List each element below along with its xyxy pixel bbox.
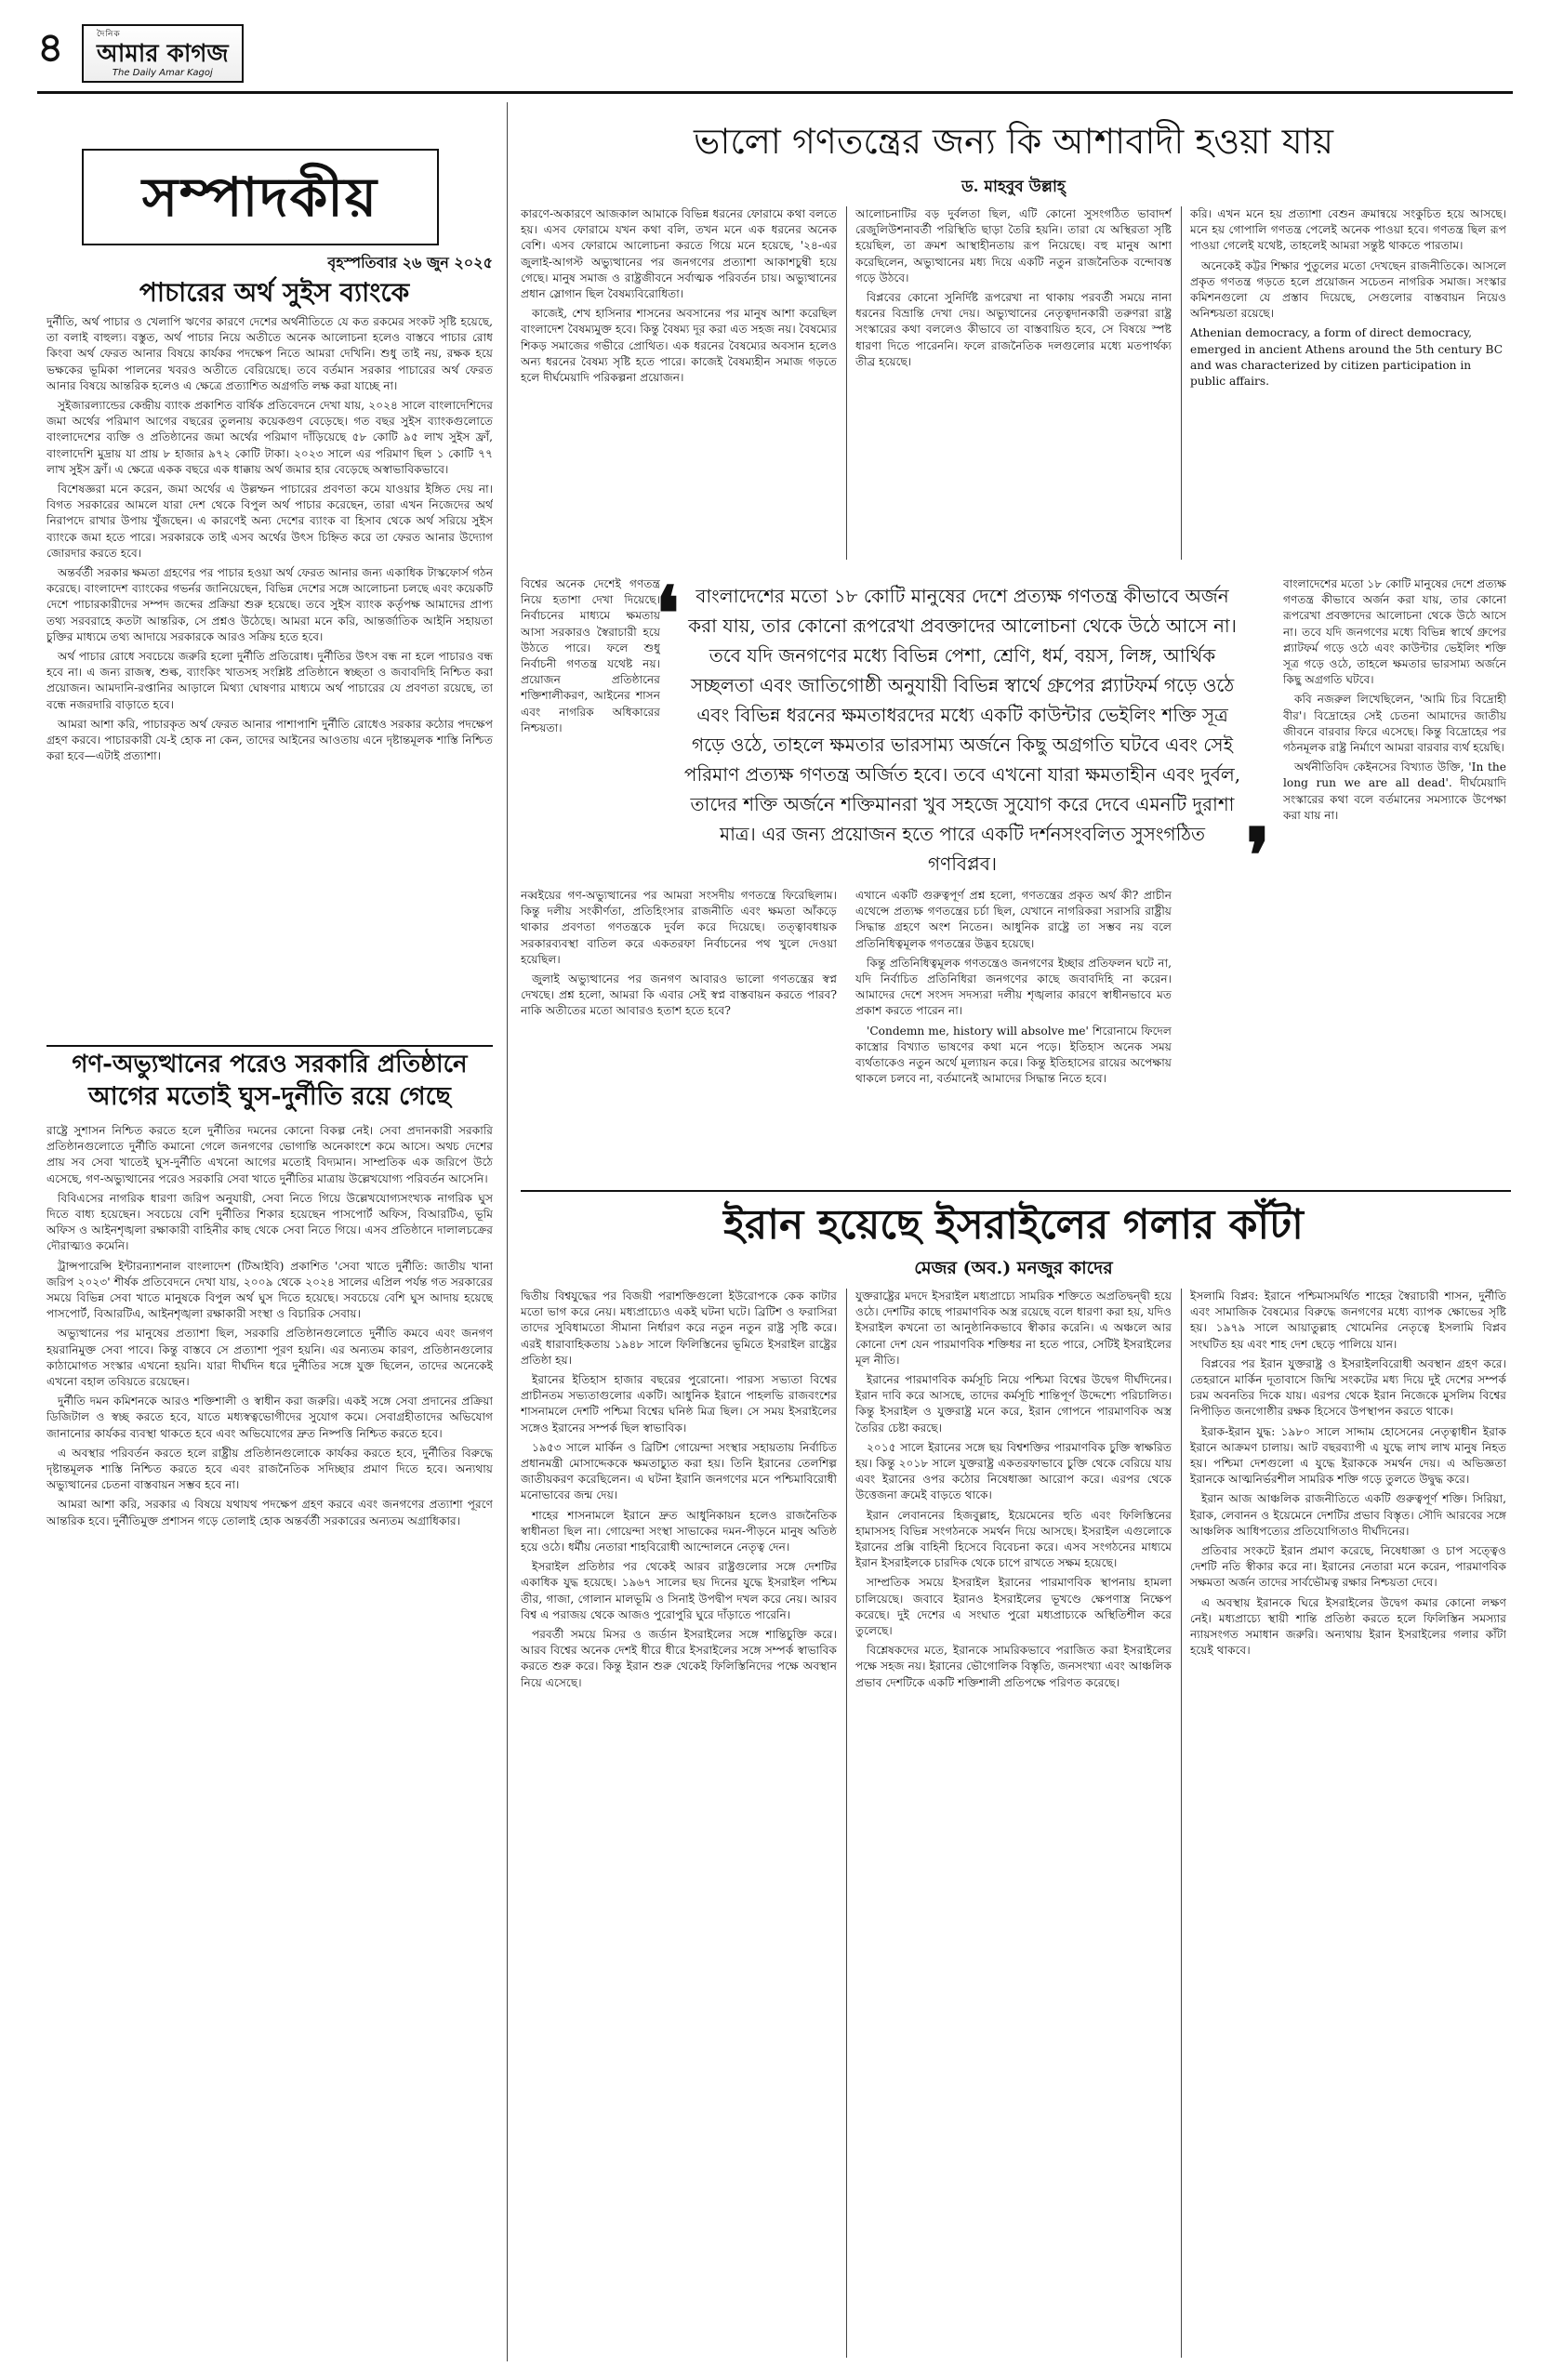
article2-paragraph: ইরানের পারমাণবিক কর্মসূচি নিয়ে পশ্চিমা বিশ্বের উদ্বেগ দীর্ঘদিনের। ইরান দাবি করে আসছে, তাদের কর্মসূচি শান্তিপূর্ণ উদ্দেশ্যে পরিচালিত। কিন্তু ইসরাইল ও যুক্তরাষ্ট্র মনে করে, ইরান গোপনে পারমাণবিক অস্ত্র তৈরির চেষ্টা করছে।: [855, 1373, 1172, 1435]
column-rule: [1181, 1289, 1182, 2358]
editorial2-paragraph: রাষ্ট্রে সুশাসন নিশ্চিত করতে হলে দুর্নীতির দমনের কোনো বিকল্প নেই। সেবা প্রদানকারী সরকারি প্রতিষ্ঠানগুলোতে দুর্নীতি কমানো গেলে জনগণের ভোগান্তি অনেকাংশে কমে আসে। অথচ দেশের প্রায় সব সেবা খাতেই ঘুস-দুর্নীতি এখনো আগের মতোই বিদ্যমান। সাম্প্রতিক এক জরিপে উঠে এসেছে, গণ-অভ্যুত্থানের পরেও সরকারি সেবা খাতে দুর্নীতির মাত্রায় উল্লেখযোগ্য পরিবর্তন আসেনি।: [46, 1124, 493, 1185]
article2-paragraph: ইসলামি বিপ্লব: ইরানে পশ্চিমাসমর্থিত শাহের স্বৈরাচারী শাসন, দুর্নীতি এবং সামাজিক বৈষম্যের বিরুদ্ধে জনগণের মধ্যে ব্যাপক ক্ষোভের সৃষ্টি হয়। ১৯৭৯ সালে আয়াতুল্লাহ খোমেনির নেতৃত্বে ইসলামি বিপ্লব সংঘটিত হয় এবং শাহ দেশ ছেড়ে পালিয়ে যান।: [1190, 1289, 1506, 1351]
article1-pullquote: বাংলাদেশের মতো ১৮ কোটি মানুষের দেশে প্রত্যক্ষ গণতন্ত্র কীভাবে অর্জন করা যায়, তার কোনো রূপরেখা প্রবক্তাদের আলোচনা থেকে উঠে আসে না। তবে যদি জনগণের মধ্যে বিভিন্ন পেশা, শ্রেণি, ধর্ম, বয়স, লিঙ্গ, আর্থিক সচ্ছলতা এবং জাতিগোষ্ঠী অনুযায়ী বিভিন্ন স্বার্থে গ্রুপের প্ল্যাটফর্ম গড়ে ওঠে এবং বিভিন্ন ধরনের ক্ষমতাধরদের মধ্যে একটি কাউন্টার ভেইলিং শক্তি সূত্র গড়ে ওঠে, তাহলে ক্ষমতার ভারসাম্য অর্জনে কিছু অগ্রগতি ঘটবে এবং সেই পরিমাণ প্রত্যক্ষ গণতন্ত্র অর্জিত হবে। তবে এখনো যারা ক্ষমতাহীন এবং দুর্বল, তাদের শক্তি অর্জনে শক্তিমানরা খুব সহজে সুযোগ করে দেবে এমনটি দুরাশা মাত্র। এর জন্য প্রয়োজন হতে পারে একটি দর্শনসংবলিত সুসংগঠিত গণবিপ্লব।: [683, 585, 1241, 875]
article1-paragraph: অনেকেই কট্টর শিক্ষার পুতুলের মতো দেখছেন রাজনীতিকে। আসলে প্রকৃত গণতন্ত্র গড়তে হলে প্রয়োজন সচেতন নাগরিক সমাজ। সংস্কার কমিশনগুলো যে প্রস্তাব দিয়েছে, সেগুলোর বাস্তবায়ন নিয়েও অনিশ্চয়তা রয়েছে।: [1190, 258, 1506, 321]
article2-paragraph: সাম্প্রতিক সময়ে ইসরাইল ইরানের পারমাণবিক স্থাপনায় হামলা চালিয়েছে। জবাবে ইরানও ইসরাইলের ভূখণ্ডে ক্ষেপণাস্ত্র নিক্ষেপ করেছে। দুই দেশের এ সংঘাত পুরো মধ্যপ্রাচ্যকে অস্থিতিশীল করে তুলেছে।: [855, 1576, 1172, 1638]
article1-paragraph: এখানে একটি গুরুত্বপূর্ণ প্রশ্ন হলো, গণতন্ত্রের প্রকৃত অর্থ কী? প্রাচীন এথেন্সে প্রত্যক্ষ গণতন্ত্রের চর্চা ছিল, যেখানে নাগরিকরা সরাসরি রাষ্ট্রীয় সিদ্ধান্ত গ্রহণে অংশ নিতেন। আধুনিক রাষ্ট্রে তা সম্ভব নয় বলে প্রতিনিধিত্বমূলক গণতন্ত্রের উদ্ভব হয়েছে।: [855, 889, 1172, 950]
article2-paragraph: এ অবস্থায় ইরানকে ঘিরে ইসরাইলের উদ্বেগ কমার কোনো লক্ষণ নেই। মধ্যপ্রাচ্যে স্থায়ী শান্তি প্রতিষ্ঠা করতে হলে ফিলিস্তিন সমস্যার ন্যায়সংগত সমাধান জরুরি। অন্যথায় ইরান ইসরাইলের গলার কাঁটা হয়েই থাকবে।: [1190, 1595, 1506, 1658]
article1-paragraph: অর্থনীতিবিদ কেইনসের বিখ্যাত উক্তি, 'In the long run we are all dead'. দীর্ঘমেয়াদি সংস্কারের কথা বলে বর্তমানের সমস্যাকে উপেক্ষা করা যায় না।: [1283, 760, 1506, 822]
article1-byline: ড. মাহবুব উল্লাহ্: [961, 178, 1066, 196]
article1-col2-top: [855, 206, 1172, 569]
editorial-date: বৃহস্পতিবার ২৬ জুন ২০২৫: [327, 254, 493, 271]
article2-paragraph: পরবর্তী সময়ে মিসর ও জর্ডান ইসরাইলের সঙ্গে শান্তিচুক্তি করে। আরব বিশ্বের অনেক দেশই ধীরে ধীরে ইসরাইলের সঙ্গে সম্পর্ক স্বাভাবিক করতে শুরু করে। কিন্তু ইরান শুরু থেকেই ফিলিস্তিনিদের পক্ষে অবস্থান নিয়ে এসেছে।: [521, 1628, 837, 1689]
article1-paragraph: আলোচনাটির বড় দুর্বলতা ছিল, এটি কোনো সুসংগঠিত ভাবাদর্শ রেজুলিউশনাবর্তী পরিস্থিতি ছাড়া তৈরি হয়নি। তারা যে অস্থিরতা সৃষ্টি হয়েছিল, তা ক্রমশ আস্থাহীনতায় রূপ নিয়েছে। বহু মানুষ আশা করেছিলেন, অভ্যুত্থানের মধ্য দিয়ে একটি নতুন রাজনৈতিক বন্দোবস্ত গড়ে উঠবে।: [855, 207, 1172, 284]
article2-col2: [855, 1289, 1172, 2361]
article1-col3-top: [1190, 206, 1506, 560]
column-rule: [507, 102, 508, 2361]
article2-paragraph: ইরান আজ আঞ্চলিক রাজনীতিতে একটি গুরুত্বপূর্ণ শক্তি। সিরিয়া, ইরাক, লেবানন ও ইয়েমেনে দেশটির প্রভাব বিস্তৃত। সৌদি আরবের সঙ্গে আঞ্চলিক আধিপত্যের প্রতিযোগিতাও দীর্ঘদিনের।: [1190, 1492, 1506, 1538]
logo-tagline: দৈনিক: [97, 30, 121, 39]
editorial2-paragraph: বিবিএসের নাগরিক ধারণা জরিপ অনুযায়ী, সেবা নিতে গিয়ে উল্লেখযোগ্যসংখ্যক নাগরিক ঘুস দিতে বাধ্য হয়েছেন। সবচেয়ে বেশি দুর্নীতির শিকার হয়েছেন পাসপোর্ট অফিস, বিআরটিএ, ভূমি অফিস ও আইনশৃঙ্খলা রক্ষাকারী বাহিনীর কাছ থেকে সেবা নিতে গিয়ে। এসব প্রতিষ্ঠানে দালালচক্রের দৌরাত্ম্যও কমেনি।: [46, 1191, 493, 1253]
editorial-headline: পাচারের অর্থ সুইস ব্যাংকে: [139, 277, 410, 308]
column-rule: [846, 1289, 847, 2358]
column-rule: [1181, 206, 1182, 560]
editorial2-headline-line2: আগের মতোই ঘুস-দুর্নীতি রয়ে গেছে: [88, 1082, 451, 1111]
page-number: ৪: [37, 24, 64, 72]
article1-paragraph: কবি নজরুল লিখেছিলেন, 'আমি চির বিদ্রোহী বীর'। বিদ্রোহের সেই চেতনা আমাদের জাতীয় জীবনে বারবার ফিরে এসেছে। কিন্তু বিদ্রোহের পর গঠনমূলক রাষ্ট্র নির্মাণে আমরা বারবার ব্যর্থ হয়েছি।: [1283, 693, 1506, 755]
article2-headline: ইরান হয়েছে ইসরাইলের গলার কাঁটা: [723, 1201, 1304, 1249]
editorial-title-box: [82, 149, 439, 245]
editorial-paragraph: অন্তর্বর্তী সরকার ক্ষমতা গ্রহণের পর পাচার হওয়া অর্থ ফেরত আনার জন্য একাধিক টাস্কফোর্স গঠন করেছে। বাংলাদেশ ব্যাংকের গভর্নর জানিয়েছেন, বিভিন্ন দেশের সঙ্গে আলোচনা চলছে এবং কয়েকটি দেশে পাচারকারীদের সম্পদ জব্দের প্রক্রিয়া শুরু হয়েছে। তবে সুইস ব্যাংক কর্তৃপক্ষ আমাদের প্রাপ্য তথ্য সরবরাহে কতটা আন্তরিক, সে প্রশ্নও উঠেছে। আমরা মনে করি, আন্তর্জাতিক আইনি সহায়তা চুক্তির মাধ্যমে তথ্য আদায়ে সরকারকে আরও সক্রিয় হতে হবে।: [46, 566, 493, 643]
article1-headline: ভালো গণতন্ত্রের জন্য কি আশাবাদী হওয়া যায়: [694, 121, 1333, 162]
article2-paragraph: বিশ্লেষকদের মতে, ইরানকে সামরিকভাবে পরাজিত করা ইসরাইলের পক্ষে সহজ নয়। ইরানের ভৌগোলিক বিস্তৃতি, জনসংখ্যা এবং আঞ্চলিক প্রভাব দেশটিকে একটি শক্তিশালী প্রতিপক্ষে পরিণত করেছে।: [855, 1644, 1172, 1689]
article1-paragraph: কারণে-অকারণে আজকাল আমাকে বিভিন্ন ধরনের ফোরামে কথা বলতে হয়। এসব ফোরামে যখন কথা বলি, তখন মনে এক ধরনের অনেক বেশি। এসব ফোরামে আলোচনা করতে গিয়ে মনে হয়েছে, '২৪-এর জুলাই-আগস্ট অভ্যুত্থানের পর জনগণের প্রত্যাশা আকাশচুম্বী হয়ে গেছে। মানুষ সমাজ ও রাষ্ট্রজীবনে সর্বাত্মক পরিবর্তন চায়। অভ্যুত্থানের প্রধান স্লোগান ছিল বৈষম্যবিরোধিতা।: [521, 207, 837, 301]
article1-paragraph: বাংলাদেশের মতো ১৮ কোটি মানুষের দেশে প্রত্যক্ষ গণতন্ত্র কীভাবে অর্জন করা যায়, তার কোনো রূপরেখা প্রবক্তাদের আলোচনা থেকে উঠে আসে না। তবে যদি জনগণের মধ্যে বিভিন্ন স্বার্থে গ্রুপের প্ল্যাটফর্ম গড়ে ওঠে এবং কাউন্টার ভেইলিং শক্তি সূত্র গড়ে ওঠে, তাহলে ক্ষমতার ভারসাম্য অর্জনে কিছু অগ্রগতি ঘটবে।: [1283, 577, 1506, 687]
article2-paragraph: ইরান লেবাননের হিজবুল্লাহ, ইয়েমেনের হুতি এবং ফিলিস্তিনের হামাসসহ বিভিন্ন সংগঠনকে সমর্থন দিয়ে আসছে। ইসরাইল এগুলোকে ইরানের প্রক্সি বাহিনী হিসেবে বিবেচনা করে। এসব সংগঠনের মাধ্যমে ইরান ইসরাইলকে চারদিক থেকে চাপে রাখতে সক্ষম হয়েছে।: [855, 1508, 1172, 1570]
newspaper-logo: [82, 24, 244, 83]
article1-paragraph: জুলাই অভ্যুত্থানের পর জনগণ আবারও ভালো গণতন্ত্রের স্বপ্ন দেখছে। প্রশ্ন হলো, আমরা কি এবার সেই স্বপ্ন বাস্তবায়ন করতে পারব? নাকি অতীতের মতো আবারও হতাশ হতে হবে?: [521, 972, 837, 1018]
article1-col2-bottom: [855, 888, 1172, 1181]
article1-col1-bottom: [521, 888, 837, 1181]
masthead-rule: [37, 91, 1513, 94]
article1-col1-top: [521, 206, 837, 569]
article1-paragraph: নব্বইয়ের গণ-অভ্যুত্থানের পর আমরা সংসদীয় গণতন্ত্রে ফিরেছিলাম। কিন্তু দলীয় সংকীর্ণতা, প্রতিহিংসার রাজনীতি এবং ক্ষমতা আঁকড়ে থাকার প্রবণতা গণতন্ত্রকে দুর্বল করে দিয়েছে। তত্ত্বাবধায়ক সরকারব্যবস্থা বাতিল করে একতরফা নির্বাচনের পথ খুলে দেওয়া হয়েছিল।: [521, 889, 837, 966]
article2-paragraph: ইরাক-ইরান যুদ্ধ: ১৯৮০ সালে সাদ্দাম হোসেনের নেতৃত্বাধীন ইরাক ইরানে আক্রমণ চালায়। আট বছরব্যাপী এ যুদ্ধে লাখ লাখ মানুষ নিহত হয়। পশ্চিমা দেশগুলো এ যুদ্ধে ইরাককে সমর্থন দেয়। এ অভিজ্ঞতা ইরানকে আত্মনির্ভরশীল সামরিক শক্তি গড়ে তুলতে উদ্বুদ্ধ করে।: [1190, 1424, 1506, 1487]
article2-paragraph: প্রতিবার সংকটে ইরান প্রমাণ করেছে, নিষেধাজ্ঞা ও চাপ সত্ত্বেও দেশটি নতি স্বীকার করে না। ইরানের নেতারা মনে করেন, পারমাণবিক সক্ষমতা অর্জন তাদের সার্বভৌমত্ব রক্ষার নিশ্চয়তা দেবে।: [1190, 1544, 1506, 1590]
article2-paragraph: দ্বিতীয় বিশ্বযুদ্ধের পর বিজয়ী পরাশক্তিগুলো ইউরোপকে কেক কাটার মতো ভাগ করে নেয়। মধ্যপ্রাচ্যেও একই ঘটনা ঘটে। ব্রিটিশ ও ফরাসিরা তাদের সুবিধামতো সীমানা নির্ধারণ করে নতুন নতুন রাষ্ট্র সৃষ্টি করে। এরই ধারাবাহিকতায় ১৯৪৮ সালে ফিলিস্তিনের ভূমিতে ইসরাইল রাষ্ট্রের প্রতিষ্ঠা হয়।: [521, 1289, 837, 1367]
masthead: [37, 17, 558, 91]
article1-paragraph: করি। এখন মনে হয় প্রত্যাশা বেশুন ক্রমান্বয়ে সংকুচিত হয়ে আসছে। মনে হয় গোপালি গণতন্ত্র পেলেই অনেক পাওয়া হবে। গণতন্ত্র ছিল রূপ পাওয়া গেলেই যথেষ্ট, তাহলেই আমরা সন্তুষ্ট থাকতে পারতাম।: [1190, 207, 1506, 253]
article2-paragraph: ইসরাইল প্রতিষ্ঠার পর থেকেই আরব রাষ্ট্রগুলোর সঙ্গে দেশটির একাধিক যুদ্ধ হয়েছে। ১৯৬৭ সালের ছয় দিনের যুদ্ধে ইসরাইল পশ্চিম তীর, গাজা, গোলান মালভূমি ও সিনাই উপদ্বীপ দখল করে নেয়। আরব বিশ্ব এ পরাজয় থেকে আজও পুরোপুরি ঘুরে দাঁড়াতে পারেনি।: [521, 1560, 837, 1621]
editorial2-paragraph: অভ্যুত্থানের পর মানুষের প্রত্যাশা ছিল, সরকারি প্রতিষ্ঠানগুলোতে দুর্নীতি কমবে এবং জনগণ হয়রানিমুক্ত সেবা পাবে। কিন্তু বাস্তবে সে প্রত্যাশা পূরণ হয়নি। এর অন্যতম কারণ, প্রতিষ্ঠানগুলোর কাঠামোগত সংস্কার এখনো হয়নি। যারা দীর্ঘদিন ধরে দুর্নীতির সঙ্গে যুক্ত ছিলেন, তাদের অনেকেই এখনো বহাল তবিয়তে রয়েছেন।: [46, 1327, 493, 1389]
article1-paragraph: 'Condemn me, history will absolve me' শিরোনামে ফিদেল কাস্ত্রোর বিখ্যাত ভাষণের কথা মনে পড়ে। ইতিহাস অনেক সময় ব্যর্থতাকেও নতুন অর্থে মূল্যায়ন করে। কিন্তু ইতিহাসের রায়ের অপেক্ষায় থাকলে চলবে না, বর্তমানেই আমাদের সিদ্ধান্ত নিতে হবে।: [855, 1024, 1172, 1086]
editorial2-paragraph: এ অবস্থার পরিবর্তন করতে হলে রাষ্ট্রীয় প্রতিষ্ঠানগুলোকে কার্যকর করতে হবে, দুর্নীতির বিরুদ্ধে দৃষ্টান্তমূলক শাস্তি নিশ্চিত করতে হবে এবং রাজনৈতিক সদিচ্ছার প্রমাণ দিতে হবে। অন্যথায় অভ্যুত্থানের চেতনা বাস্তবায়ন সম্ভব হবে না।: [46, 1446, 493, 1492]
article-divider: [521, 1190, 1511, 1192]
logo-text: আমার কাগজ: [97, 40, 229, 68]
article1-english-quote: Athenian democracy, a form of direct democracy, emerged in ancient Athens around the 5th century BC and was characterized by citizen participation in public affairs.: [1190, 326, 1504, 389]
article1-paragraph: বিশ্বের অনেক দেশেই গণতন্ত্র নিয়ে হতাশা দেখা দিয়েছে। নির্বাচনের মাধ্যমে ক্ষমতায় আসা সরকারও স্বৈরাচারী হয়ে উঠতে পারে। ফলে শুধু নির্বাচনী গণতন্ত্র যথেষ্ট নয়। প্রয়োজন প্রতিষ্ঠানের শক্তিশালীকরণ, আইনের শাসন এবং নাগরিক অধিকারের নিশ্চয়তা।: [521, 577, 660, 734]
editorial-paragraph: বিশেষজ্ঞরা মনে করেন, জমা অর্থের এ উল্লম্ফন পাচারের প্রবণতা কমে যাওয়ার ইঙ্গিত দেয় না। বিগত সরকারের আমলে যারা দেশ থেকে বিপুল অর্থ পাচার করেছেন, তারা এখন নিজেদের অর্থ নিরাপদে রাখার উপায় খুঁজছেন। এ কারণেই অন্য দেশের ব্যাংক বা হিসাব থেকে অর্থ সরিয়ে সুইস ব্যাংকে জমা হতে পারে। সরকারকে তাই এসব অর্থের উৎস চিহ্নিত করে তা ফেরত আনার উদ্যোগ জোরদার করতে হবে।: [46, 483, 493, 560]
column-rule: [846, 206, 847, 560]
editorial-paragraph: দুর্নীতি, অর্থ পাচার ও খেলাপি ঋণের কারণে দেশের অর্থনীতিতে যে কত রকমের সংকট সৃষ্টি হয়েছে, তা বলাই বাহুল্য। বস্তুত, অর্থ পাচার নিয়ে অতীতে অনেক আলোচনা হলেও বাস্তবে পাচার রোধ কিংবা অর্থ ফেরত আনার বিষয়ে কার্যকর পদক্ষেপ নিতে আমরা দেখিনি। শুধু তাই নয়, রক্ষক হয়ে ভক্ষকের ভূমিকা পালনের খবরও অতীতে বেরিয়েছে। তবে বর্তমান সরকার পাচারের অর্থ ফেরত আনার বিষয়ে আন্তরিক হলেও এ ক্ষেত্রে প্রত্যাশিত অগ্রগতি লক্ষ করা যাচ্ছে না।: [46, 315, 493, 392]
article2-byline: মেজর (অব.) মনজুর কাদের: [914, 1258, 1113, 1278]
editorial2-paragraph: ট্রান্সপারেন্সি ইন্টারন্যাশনাল বাংলাদেশ (টিআইবি) প্রকাশিত 'সেবা খাতে দুর্নীতি: জাতীয় খানা জরিপ ২০২৩' শীর্ষক প্রতিবেদনে দেখা যায়, ২০০৯ থেকে ২০২৪ সালের এপ্রিল পর্যন্ত গত সরকারের সময়ে বিভিন্ন সেবা খাতে মানুষকে বিপুল অর্থ ঘুস দিতে হয়েছে। সবচেয়ে বেশি ঘুস আদায় হয়েছে পাসপোর্ট, বিআরটিএ, আইনশৃঙ্খলা রক্ষাকারী সংস্থা ও বিচারিক সেবায়।: [46, 1259, 493, 1321]
article2-col1: [521, 1289, 837, 2361]
article2-col3: [1190, 1289, 1506, 2361]
editorial2-paragraph: দুর্নীতি দমন কমিশনকে আরও শক্তিশালী ও স্বাধীন করা জরুরি। একই সঙ্গে সেবা প্রদানের প্রক্রিয়া ডিজিটাল ও স্বচ্ছ করতে হবে, যাতে মধ্যস্বত্বভোগীদের সুযোগ কমে। সেবাগ্রহীতাদের অভিযোগ জানানোর কার্যকর ব্যবস্থা থাকতে হবে এবং অভিযোগের দ্রুত নিষ্পত্তি নিশ্চিত করতে হবে।: [46, 1395, 493, 1440]
article2-paragraph: ইরানের ইতিহাস হাজার বছরের পুরোনো। পারস্য সভ্যতা বিশ্বের প্রাচীনতম সভ্যতাগুলোর একটি। আধুনিক ইরানে পাহলভি রাজবংশের শাসনামলে দেশটি পশ্চিমা বিশ্বের ঘনিষ্ঠ মিত্র ছিল। সে সময় ইসরাইলের সঙ্গেও ইরানের সম্পর্ক ছিল স্বাভাবিক।: [521, 1373, 837, 1435]
logo-subtitle: The Daily Amar Kagoj: [112, 68, 213, 78]
editorial-paragraph: সুইজারল্যান্ডের কেন্দ্রীয় ব্যাংক প্রকাশিত বার্ষিক প্রতিবেদনে দেখা যায়, ২০২৪ সালে বাংলাদেশিদের জমা অর্থের পরিমাণ আগের বছরের তুলনায় কয়েকগুণ বেড়েছে। গত বছর সুইস ব্যাংকগুলোতে বাংলাদেশের ব্যক্তি ও প্রতিষ্ঠানের জমা অর্থের পরিমাণ দাঁড়িয়েছে ৫৮ কোটি ৯৫ লাখ সুইস ফ্রাঁ, বাংলাদেশি মুদ্রায় যা প্রায় ৮ হাজার ৯৭২ কোটি টাকা। ২০২৩ সালে এর পরিমাণ ছিল ১ কোটি ৭৭ লাখ সুইস ফ্রাঁ। এ ক্ষেত্রে একক বছরে এক ধাক্কায় অর্থ জমার হার বেড়েছে অস্বাভাবিকভাবে।: [46, 399, 493, 476]
open-quote-icon: ❛: [656, 570, 680, 657]
close-quote-icon: ❜: [1246, 812, 1270, 899]
editorial2-body: [46, 1123, 493, 2361]
editorial-paragraph: আমরা আশা করি, পাচারকৃত অর্থ ফেরত আনার পাশাপাশি দুর্নীতি রোধেও সরকার কঠোর পদক্ষেপ গ্রহণ করবে। পাচারকারী যে-ই হোক না কেন, তাদের আইনের আওতায় এনে দৃষ্টান্তমূলক শাস্তি নিশ্চিত করা হবে—এটাই প্রত্যাশা।: [46, 717, 493, 763]
article1-paragraph: কিন্তু প্রতিনিধিত্বমূলক গণতন্ত্রেও জনগণের ইচ্ছার প্রতিফলন ঘটে না, যদি নির্বাচিত প্রতিনিধিরা জনগণের কাছে জবাবদিহি না করেন। আমাদের দেশে সংসদ সদস্যরা দলীয় শৃঙ্খলার কারণে স্বাধীনভাবে মত প্রকাশ করতে পারেন না।: [855, 956, 1172, 1018]
editorial-body: [46, 314, 493, 1041]
article2-paragraph: বিপ্লবের পর ইরান যুক্তরাষ্ট্র ও ইসরাইলবিরোধী অবস্থান গ্রহণ করে। তেহরানে মার্কিন দূতাবাসে জিম্মি সংকটের মধ্য দিয়ে দুই দেশের সম্পর্ক চরম অবনতির দিকে যায়। এরপর থেকে ইরান নিজেকে মুসলিম বিশ্বের নিপীড়িত জনগোষ্ঠীর রক্ষক হিসেবে উপস্থাপন করতে থাকে।: [1190, 1356, 1506, 1419]
article2-paragraph: যুক্তরাষ্ট্রের মদদে ইসরাইল মধ্যপ্রাচ্যে সামরিক শক্তিতে অপ্রতিদ্বন্দ্বী হয়ে ওঠে। দেশটির কাছে পারমাণবিক অস্ত্র রয়েছে বলে ধারণা করা হয়, যদিও ইসরাইল কখনো তা আনুষ্ঠানিকভাবে স্বীকার করেনি। এ অঞ্চলে আর কোনো দেশ যেন পারমাণবিক শক্তিধর না হতে পারে, সেটিই ইসরাইলের মূল নীতি।: [855, 1289, 1172, 1367]
editorial-paragraph: অর্থ পাচার রোধে সবচেয়ে জরুরি হলো দুর্নীতি প্রতিরোধ। দুর্নীতির উৎস বন্ধ না হলে পাচারও বন্ধ হবে না। এ জন্য রাজস্ব, শুল্ক, ব্যাংকিং খাতসহ সংশ্লিষ্ট প্রতিষ্ঠানে স্বচ্ছতা ও জবাবদিহি নিশ্চিত করা প্রয়োজন। আমদানি-রপ্তানির আড়ালে মিথ্যা ঘোষণার মাধ্যমে অর্থ পাচারের যে প্রবণতা রয়েছে, তা বন্ধে নজরদারি বাড়াতে হবে।: [46, 650, 493, 711]
article2-paragraph: শাহের শাসনামলে ইরানে দ্রুত আধুনিকায়ন হলেও রাজনৈতিক স্বাধীনতা ছিল না। গোয়েন্দা সংস্থা সাভাকের দমন-পীড়নে মানুষ অতিষ্ঠ হয়ে ওঠে। ধর্মীয় নেতারা শাহবিরোধী আন্দোলনে নেতৃত্ব দেন।: [521, 1508, 837, 1554]
section-divider: [46, 1045, 493, 1047]
article1-paragraph: কাজেই, শেখ হাসিনার শাসনের অবসানের পর মানুষ আশা করেছিল বাংলাদেশ বৈষম্যমুক্ত হবে। কিন্তু বৈষম্য দূর করা এত সহজ নয়। বৈষম্যের শিকড় সমাজের গভীরে প্রোথিত। এক ধরনের বৈষম্যের অবসান হলেও অন্য ধরনের বৈষম্য সৃষ্টি হতে পারে। কাজেই বৈষম্যহীন সমাজ গড়তে হলে দীর্ঘমেয়াদি পরিকল্পনা প্রয়োজন।: [521, 307, 837, 385]
editorial2-paragraph: আমরা আশা করি, সরকার এ বিষয়ে যথাযথ পদক্ষেপ গ্রহণ করবে এবং জনগণের প্রত্যাশা পূরণে আন্তরিক হবে। দুর্নীতিমুক্ত প্রশাসন গড়ে তোলাই হোক অন্তর্বর্তী সরকারের অন্যতম অগ্রাধিকার।: [46, 1498, 493, 1527]
article2-paragraph: ১৯৫৩ সালে মার্কিন ও ব্রিটিশ গোয়েন্দা সংস্থার সহায়তায় নির্বাচিত প্রধানমন্ত্রী মোসাদ্দেককে ক্ষমতাচ্যুত করা হয়। তিনি ইরানের তেলশিল্প জাতীয়করণ করেছিলেন। এ ঘটনা ইরানি জনগণের মনে পশ্চিমাবিরোধী মনোভাবের জন্ম দেয়।: [521, 1440, 837, 1502]
article1-col3-bottom: [1283, 576, 1506, 1181]
article2-paragraph: ২০১৫ সালে ইরানের সঙ্গে ছয় বিশ্বশক্তির পারমাণবিক চুক্তি স্বাক্ষরিত হয়। কিন্তু ২০১৮ সালে যুক্তরাষ্ট্র একতরফাভাবে চুক্তি থেকে বেরিয়ে যায় এবং ইরানের ওপর কঠোর নিষেধাজ্ঞা আরোপ করে। এরপর থেকে উত্তেজনা ক্রমেই বাড়তে থাকে।: [855, 1440, 1172, 1502]
article1-paragraph: বিপ্লবের কোনো সুনির্দিষ্ট রূপরেখা না থাকায় পরবর্তী সময়ে নানা ধরনের বিভ্রান্তি দেখা দেয়। অভ্যুত্থানের নেতৃত্বদানকারী তরুণরা রাষ্ট্র সংস্কারের কথা বললেও কীভাবে তা বাস্তবায়িত হবে, সে বিষয়ে স্পষ্ট ধারণা দিতে পারেননি। ফলে রাজনৈতিক দলগুলোর মধ্যে মতপার্থক্য তীব্র হয়েছে।: [855, 291, 1172, 368]
editorial2-headline-line1: গণ-অভ্যুত্থানের পরেও সরকারি প্রতিষ্ঠানে: [72, 1051, 468, 1078]
editorial-section-title: সম্পাদকীয়: [141, 165, 379, 229]
